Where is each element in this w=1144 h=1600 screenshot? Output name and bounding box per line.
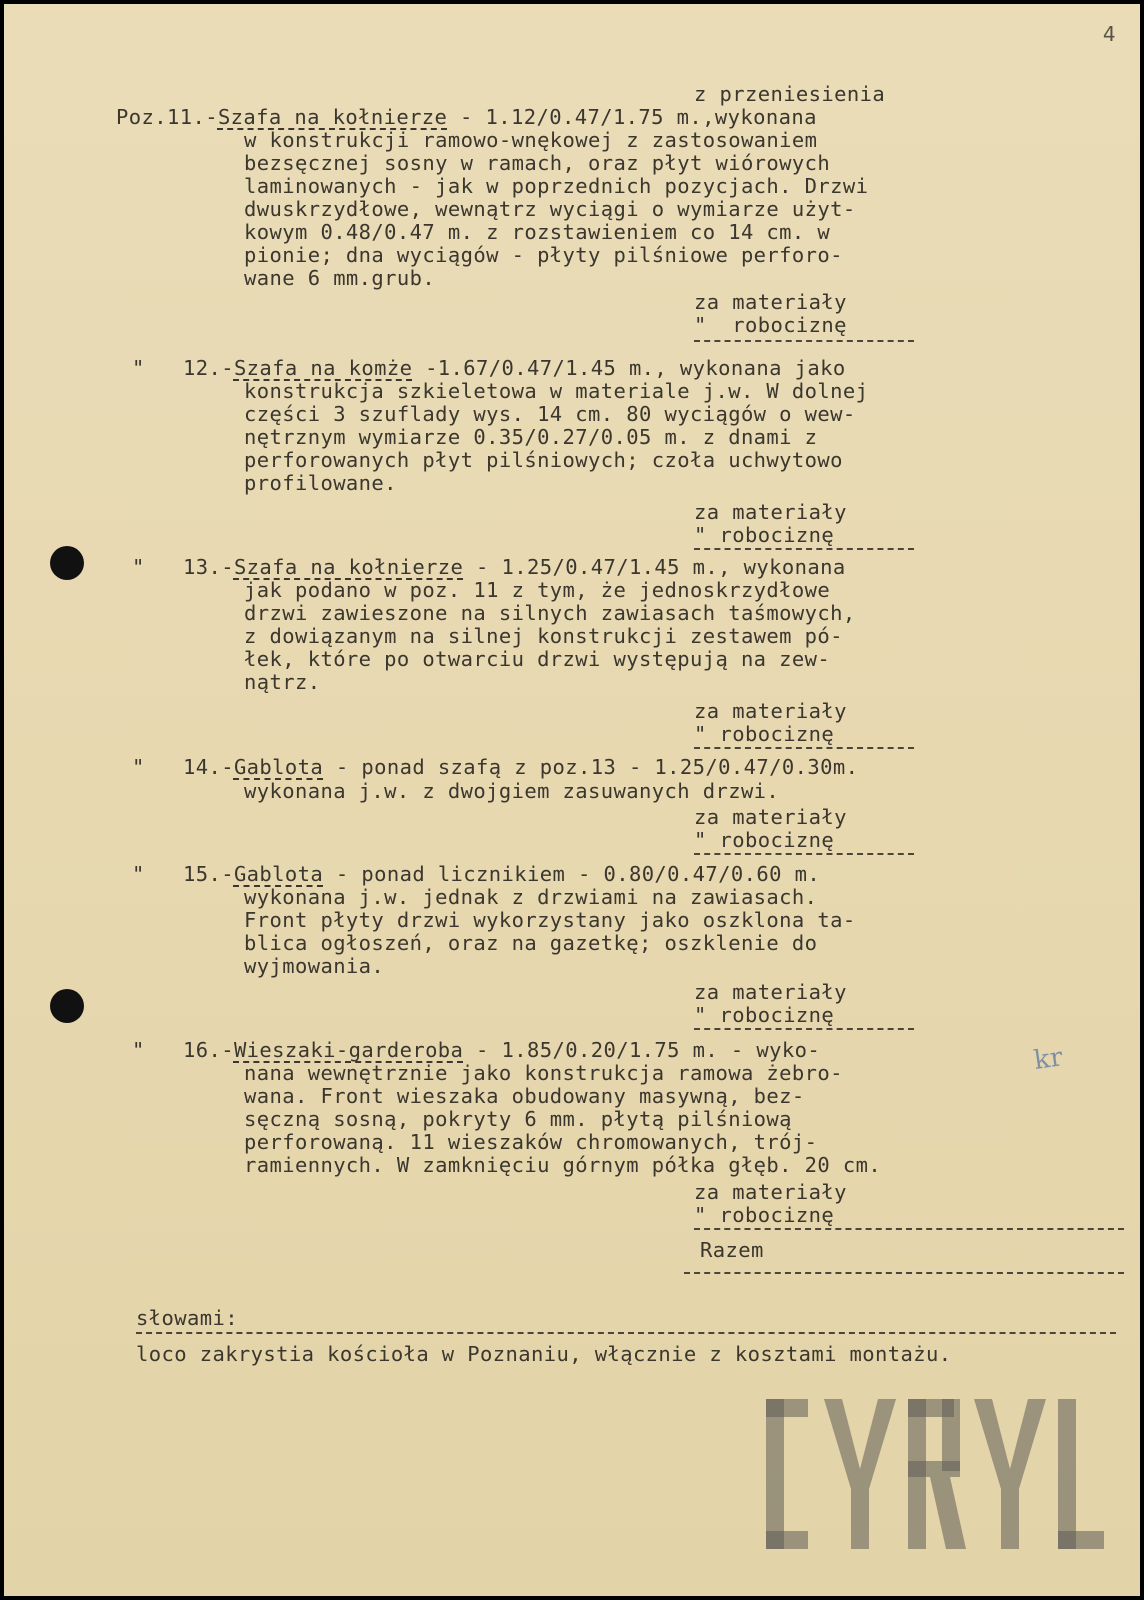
words-label: słowami: <box>136 1306 238 1330</box>
total-divider <box>684 1272 1124 1274</box>
item-line: - 1.85/0.20/1.75 m. - wyko- <box>463 1038 821 1062</box>
document-page <box>4 4 1140 1596</box>
cost-labour-label: " robociznę <box>694 313 847 337</box>
cost-materials-label: za materiały <box>694 500 847 524</box>
cost-divider <box>694 548 914 550</box>
item-prefix: Poz.11.- <box>116 105 218 129</box>
item-title: Szafa na komże <box>233 356 413 380</box>
margin-pencil-mark: kr <box>1032 1042 1065 1076</box>
binder-hole-top <box>50 546 84 580</box>
cost-materials-label: za materiały <box>694 805 847 829</box>
item-line: wykonana j.w. jednak z drzwiami na zawiasach. <box>244 885 818 909</box>
item-title: Gablota <box>233 862 324 886</box>
item-line: dwuskrzydłowe, wewnątrz wyciągi o wymiarze użyt- <box>244 197 856 221</box>
item-line: jak podano w poz. 11 z tym, że jednoskrzydłowe <box>244 578 831 602</box>
item-title: Szafa na kołnierze <box>233 555 464 579</box>
item-line: kowym 0.48/0.47 m. z rozstawieniem co 14 cm. w <box>244 220 831 244</box>
item-line: bezsęcznej sosny w ramach, oraz płyt wiórowych <box>244 151 831 175</box>
item-line: nana wewnętrznie jako konstrukcja ramowa żebro- <box>244 1061 843 1085</box>
cost-materials-label: za materiały <box>694 1180 847 1204</box>
item-prefix: " 14.- <box>132 755 234 779</box>
cyryl-watermark-logo <box>766 1399 1106 1549</box>
item-line: wane 6 mm.grub. <box>244 266 436 290</box>
item-line: perforowanych płyt pilśniowych; czoła uchwytowo <box>244 448 843 472</box>
cost-divider <box>694 747 914 749</box>
carry-over-label: z przeniesienia <box>694 82 886 106</box>
item-line: perforowaną. 11 wieszaków chromowanych, trój- <box>244 1130 818 1154</box>
item-line: konstrukcja szkieletowa w materiale j.w. W dolnej <box>244 379 869 403</box>
binder-hole-bottom <box>50 989 84 1023</box>
item-title: Szafa na kołnierze <box>217 105 448 129</box>
cost-materials-label: za materiały <box>694 290 847 314</box>
item-line: wyjmowania. <box>244 954 385 978</box>
item-line: profilowane. <box>244 471 397 495</box>
item-16-first-line <box>132 1038 820 1062</box>
cost-labour-label: " robociznę <box>694 1203 835 1227</box>
item-13-first-line <box>132 555 846 579</box>
item-line: - 1.12/0.47/1.75 m.,wykonana <box>447 105 817 129</box>
item-line: Front płyty drzwi wykorzystany jako oszklona ta- <box>244 908 856 932</box>
item-prefix: " 13.- <box>132 555 234 579</box>
item-line: - 1.25/0.47/1.45 m., wykonana <box>463 555 846 579</box>
item-line: drzwi zawieszone na silnych zawiasach taśmowych, <box>244 601 856 625</box>
item-prefix: " 16.- <box>132 1038 234 1062</box>
item-line: w konstrukcji ramowo-wnękowej z zastosowaniem <box>244 128 818 152</box>
footer-note: loco zakrystia kościoła w Poznaniu, włącznie z kosztami montażu. <box>136 1342 952 1366</box>
total-label: Razem <box>700 1238 764 1262</box>
item-title: Gablota <box>233 755 324 779</box>
cost-divider <box>694 1028 914 1030</box>
item-prefix: " 12.- <box>132 356 234 380</box>
item-line: ramiennych. W zamknięciu górnym półka głęb. 20 cm. <box>244 1153 882 1177</box>
cost-labour-label: " robociznę <box>694 828 835 852</box>
item-14-first-line <box>132 755 858 779</box>
cost-divider <box>694 340 914 342</box>
item-12-first-line <box>132 356 846 380</box>
item-line: z dowiązanym na silnej konstrukcji zestawem pó- <box>244 624 843 648</box>
cost-labour-label: " robociznę <box>694 722 835 746</box>
item-line: - ponad licznikiem - 0.80/0.47/0.60 m. <box>323 862 821 886</box>
cost-labour-label: " robociznę <box>694 1003 835 1027</box>
item-line: laminowanych - jak w poprzednich pozycjach. Drzwi <box>244 174 869 198</box>
item-line: -1.67/0.47/1.45 m., wykonana jako <box>412 356 846 380</box>
item-line: blica ogłoszeń, oraz na gazetkę; oszklenie do <box>244 931 818 955</box>
cost-materials-label: za materiały <box>694 699 847 723</box>
item-line: sęczną sosną, pokryty 6 mm. płytą pilśniową <box>244 1107 792 1131</box>
item-line: nątrz. <box>244 670 321 694</box>
item-title: Wieszaki-garderoba <box>233 1038 464 1062</box>
item-line: łek, które po otwarciu drzwi występują na zew- <box>244 647 831 671</box>
item-11-first-line <box>116 105 817 129</box>
page-number: 4 <box>1102 22 1116 46</box>
item-line: wana. Front wieszaka obudowany masywną, bez- <box>244 1084 805 1108</box>
cost-materials-label: za materiały <box>694 980 847 1004</box>
item-line: nętrznym wymiarze 0.35/0.27/0.05 m. z dnami z <box>244 425 818 449</box>
item-line: części 3 szuflady wys. 14 cm. 80 wyciągów o wew- <box>244 402 856 426</box>
item-line: pionie; dna wyciągów - płyty pilśniowe perforo- <box>244 243 843 267</box>
item-prefix: " 15.- <box>132 862 234 886</box>
cost-divider <box>694 1228 1124 1230</box>
words-divider <box>136 1332 1116 1334</box>
cost-divider <box>694 853 914 855</box>
item-line: wykonana j.w. z dwojgiem zasuwanych drzwi. <box>244 779 780 803</box>
cost-labour-label: " robociznę <box>694 523 835 547</box>
item-15-first-line <box>132 862 820 886</box>
item-line: - ponad szafą z poz.13 - 1.25/0.47/0.30m. <box>323 755 859 779</box>
